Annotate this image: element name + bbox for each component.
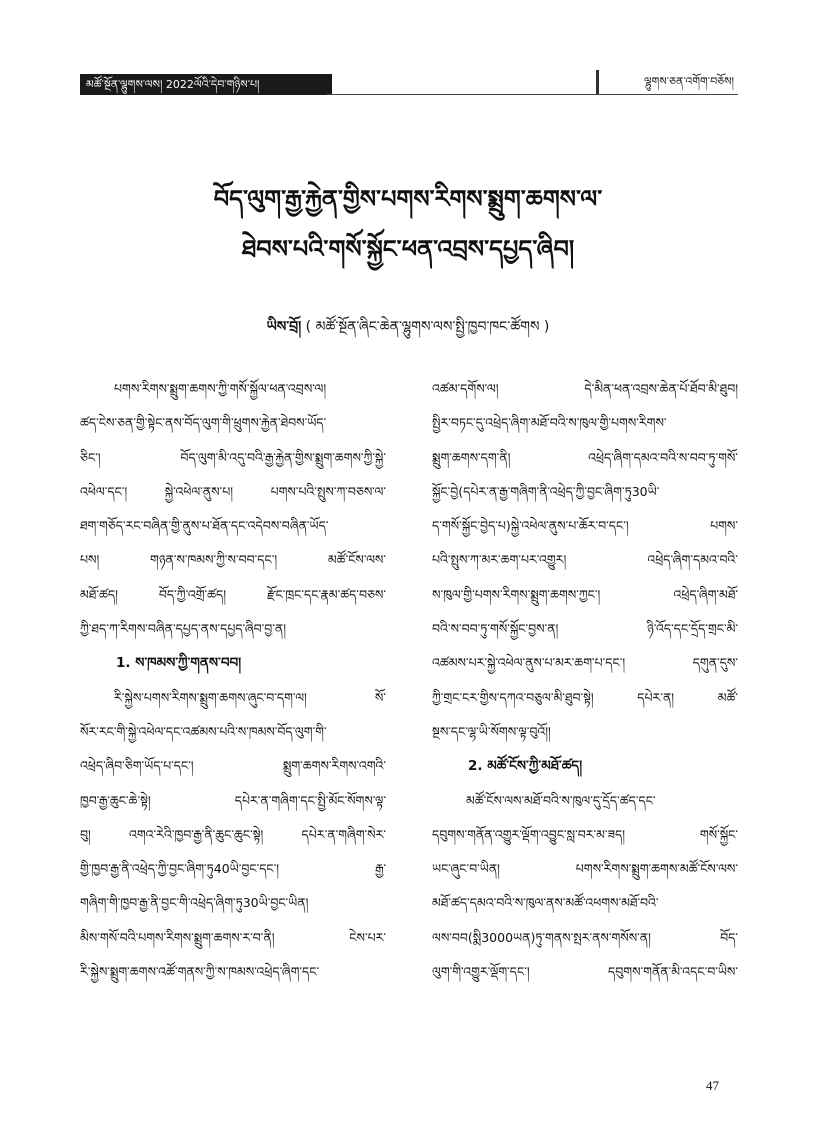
- text-line: ས་ཁུལ་གྱི་པགས་རིགས་སྨྲུག་ཆགས་ཀྱང་། འཕྲེད་ཞིག་མཐོ་: [432, 586, 738, 602]
- text-line: འཕྲེད་ཞིབ་ཅིག་ཡོད་པ་དང་། སྨྲུག་ཆགས་རིགས་འགའི་: [80, 758, 386, 774]
- text-line: པས། གཉན་ས་ཁམས་ཀྱི་ས་བབ་དང་། མཚོ་ངོས་ལས་: [80, 552, 386, 568]
- article-title: [90, 174, 726, 274]
- text-line: ལུག་གི་འགྱུར་ལྡོག་དང་། དབུགས་གནོན་མི་འདང་བ་ཡིས་: [432, 964, 738, 980]
- text-line: འཚམས་པར་སྐྱེ་འཕེལ་ནུས་པ་མར་ཆག་པ་དང་། དགུན་དུས་: [432, 655, 738, 671]
- author-affiliation: ( མཚོ་སྔོན་ཞིང་ཆེན་ལྷུགས་ལས་སྤྱི་ཁྱབ་ཁང་ཚོགས ): [305, 319, 550, 335]
- title-line-2: ཐེབས་པའི་གསོ་སྐྱོང་ཕན་འབྲས་དཔྱད་ཞིབ།: [241, 234, 575, 263]
- text-line: པགས་རིགས་སྨྲུག་ཆགས་ཀྱི་གསོ་སྐྱོལ་ཕན་འབྲས་ལ།: [114, 381, 327, 396]
- text-line: བའི་ས་བབ་ཏུ་གསོ་སྐྱོང་བྱས་ན། ཉི་འོད་དང་དྲོད་གྲང་མི་: [432, 621, 738, 637]
- text-line: འཚམ་དགོས་ལ། དེ་མིན་ཕན་འབྲས་ཆེན་པོ་ཐོབ་མི་ཐུབ།: [432, 381, 738, 396]
- left-column: [80, 372, 386, 989]
- text-line: ཀྱི་གྲང་ངར་གྱིས་དཀའ་བཅུལ་མི་ཐུབ་སྟེ། དཔེར་ན། མཚོ་: [432, 689, 738, 705]
- text-line: རི་སྐྱེས་སྨྲུག་ཆགས་འཚོ་གནས་ཀྱི་ས་ཁམས་འཕྲེད་ཞིག་དང་: [80, 964, 320, 980]
- text-line: སྨྲུག་ཆགས་དག་ནི། འཕྲེད་ཞིག་དམའ་བའི་ས་བབ་ཏུ་གསོ་: [432, 449, 738, 465]
- section-header-right: ལྷུགས་ཅན་འགོག་བཅོས།: [596, 70, 738, 95]
- text-line: དབུགས་གནོན་འགྱུར་ལྡོག་འབྱུང་སླ་བར་མ་ཟད། གསོ་སྐྱོང་: [432, 826, 738, 842]
- text-line: ཐག་གཅོད་རང་བཞིན་གྱི་ནུས་པ་ཐོན་དང་འདེབས་བཞིན་ཡོད་: [80, 518, 329, 534]
- text-line: མཚོ་ངོས་ལས་མཐོ་བའི་ས་ཁུལ་དུ་དྲོད་ཚད་དང་: [466, 792, 656, 808]
- page-number: 47: [706, 1078, 719, 1093]
- text-line: ཁྱབ་རྒྱ་ཆུང་ཆེ་སྟེ། དཔེར་ན་གཞིག་དང་སྤྱི་མོང་སོགས་ལྟ་: [80, 792, 386, 808]
- header-rule: [326, 94, 596, 95]
- text-line: མཐོ་ཚད་དམའ་བའི་ས་ཁུལ་ནས་མཚོ་འཕགས་མཐོ་བའི་: [432, 895, 659, 911]
- text-line: ཡང་ཞུང་བ་ཡིན། པགས་རིགས་སྨྲུག་ཆགས་མཚོ་ངོས་ལས་: [432, 861, 738, 877]
- title-line-1: བོད་ལུག་རྒྱ་རྐྱེན་གྱིས་པགས་རིགས་སྨྲུག་ཆགས་ལ་: [213, 184, 603, 213]
- text-line: གྱི་ཁྱབ་རྒྱ་ནི་འཕྲེད་ཀྱི་བྱང་ཞིག་ཏུ40ཡི་བྱང་དང་། རྒྱ་: [80, 861, 386, 877]
- text-line: སྤྱིར་བཏང་དུ་འཕྲེད་ཞིག་མཐོ་བའི་ས་ཁུལ་གྱི་པགས་རིགས་: [432, 415, 667, 431]
- right-column: [432, 372, 738, 989]
- author-label: ཡིས་བྲོ།: [266, 319, 302, 335]
- text-line: ཅིང་། བོད་ལུག་མི་འདུ་བའི་རྒྱ་རྐྱེན་གྱིས་སྨྲུག་ཆགས་ཀྱི་སྐྱེ་: [80, 449, 386, 465]
- text-line: པའི་སྤུས་ཀ་མར་ཆག་པར་འགྱུར། འཕྲེད་ཞིག་དམའ་བའི་: [432, 552, 738, 568]
- section-heading-2: 2. མཚོ་ངོས་ཀྱི་མཐོ་ཚད།: [468, 758, 583, 775]
- text-line: བུ། འགའ་རེའི་ཁྱབ་རྒྱ་ནི་ཆུང་ཆུང་སྟེ། དཔེར་ན་གཞིག་སེར་: [80, 826, 386, 842]
- text-line: མཐོ་ཚད། བོད་ཀྱི་འགྲོ་ཚད། རྫོང་ཁྲང་དང་རྣམ་ཚད་བཅས་: [80, 586, 386, 602]
- text-line: སྐྱོང་བྱེ(དཔེར་ན་རྒྱ་གཞིག་ནི་འཕྲེད་ཀྱི་བྱང་ཞིག་ཏུ30ཡི་: [432, 483, 660, 499]
- journal-header-left: མཚོ་སྔོན་ལྷུགས་ལས། 2022ལོའི་དེབ་གཉིས་པ།: [80, 74, 332, 95]
- text-line: རི་སྐྱེས་པགས་རིགས་སྨྲུག་ཆགས་ཞུང་བ་དག་ལ། སོ་: [114, 689, 386, 705]
- text-line: འཕེལ་དང་། སྐྱེ་འཕེལ་ནུས་པ། པགས་པའི་སྤུས་ཀ་བཅས་ལ་: [80, 483, 386, 499]
- text-line: ལས་བབ(སྨི3000ཡན)ཏུ་གནས་སྤར་ནས་གསོས་ན། བོད་: [432, 929, 738, 945]
- text-line: སོར་རང་གི་སྐྱེ་འཕེལ་དང་འཚམས་པའི་ས་ཁམས་བོད་ལུག་གི་: [80, 723, 327, 739]
- text-line: གཞིག་གི་ཁྱབ་རྒྱ་ནི་བྱང་གི་འཕྲེད་ཞིག་ཏུ30ཡི་བྱང་ཡིན།: [80, 895, 309, 911]
- byline: [90, 310, 726, 350]
- text-line: སྔས་དང་ལྷ་ཡི་སོགས་ལྟ་བུའོ།།: [432, 723, 551, 739]
- text-line: ཚད་ངེས་ཅན་གྱི་སྟེང་ནས་བོད་ལུག་གི་ཕྲུགས་རྐྱེན་ཐེབས་ཡོད་: [80, 415, 327, 431]
- text-line: ད་གསོ་སྐྱོང་བྱེད་པ)སྐྱེ་འཕེལ་ནུས་པ་ཆོར་བ་དང་། པགས་: [432, 518, 738, 534]
- text-line: མིས་གསོ་བའི་པགས་རིགས་སྨྲུག་ཆགས་ར་བ་ནི། ངེས་པར་: [80, 929, 386, 945]
- section-heading-1: 1. ས་ཁམས་ཀྱི་གནས་བབ།: [116, 655, 242, 672]
- text-line: ཀྱི་ཐད་ཀ་རིགས་བཞིན་དཔྱད་ནས་དཔྱད་ཞིབ་བྱ་ན།: [80, 621, 287, 637]
